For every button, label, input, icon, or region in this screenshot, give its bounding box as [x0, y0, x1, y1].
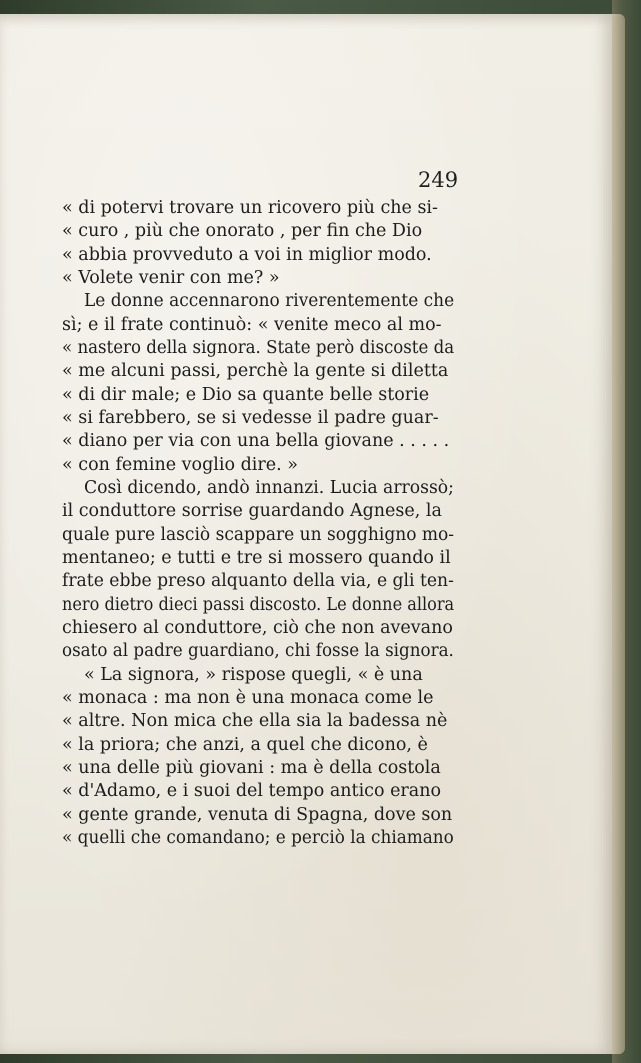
- text-line: nero dietro dieci passi discosto. Le donne allora: [62, 594, 455, 615]
- text-line: osato al padre guardiano, chi fosse la signora.: [62, 641, 454, 662]
- text-line: « una delle più giovani : ma è della costola: [62, 757, 441, 778]
- text-line: mentaneo; e tutti e tre si mossero quando il: [62, 547, 451, 568]
- text-line: « con femine voglio dire. »: [62, 454, 298, 475]
- book-page: [0, 14, 612, 1054]
- text-line: sì; e il frate continuò: « venite meco al mo-: [62, 314, 442, 335]
- text-line: « quelli che comandano; e perciò la chiamano: [62, 827, 454, 848]
- text-line: « di potervi trovare un ricovero più che si-: [62, 198, 438, 218]
- text-line: chiesero al conduttore, ciò che non avevano: [62, 617, 453, 638]
- text-line-paragraph-start: Le donne accennarono riverentemente che: [84, 291, 455, 312]
- text-line: « curo , più che onorato , per fin che Dio: [62, 221, 423, 242]
- text-line: il conduttore sorrise guardando Agnese, la: [62, 501, 442, 522]
- text-line: frate ebbe preso alquanto della via, e gli ten-: [62, 571, 454, 592]
- text-line: quale pure lasciò scappare un sogghigno mo-: [62, 524, 455, 545]
- text-line: « gente grande, venuta di Spagna, dove son: [62, 804, 453, 825]
- text-line-paragraph-start: « La signora, » rispose quegli, « è una: [84, 664, 423, 685]
- text-block: [62, 197, 454, 850]
- text-line: « monaca : ma non è una monaca come le: [62, 687, 434, 708]
- page-number: 249: [418, 168, 459, 192]
- text-line-paragraph-start: Così dicendo, andò innanzi. Lucia arrossò;: [84, 477, 454, 498]
- text-line: « la priora; che anzi, a quel che dicono, è: [62, 734, 428, 755]
- text-line: « diano per via con una bella giovane . . . . .: [62, 431, 450, 452]
- text-line: « nastero della signora. State però discoste da: [62, 337, 455, 358]
- text-line: « si farebbero, se si vedesse il padre guar-: [62, 407, 439, 428]
- text-line: « Volete venir con me? »: [62, 267, 280, 288]
- text-line: « di dir male; e Dio sa quante belle storie: [62, 384, 430, 405]
- text-line: « altre. Non mica che ella sia la badessa nè: [62, 711, 448, 732]
- text-line: « d'Adamo, e i suoi del tempo antico erano: [62, 781, 442, 802]
- text-line: « me alcuni passi, perchè la gente si diletta: [62, 361, 449, 382]
- text-line: « abbia provveduto a voi in miglior modo.: [62, 244, 432, 265]
